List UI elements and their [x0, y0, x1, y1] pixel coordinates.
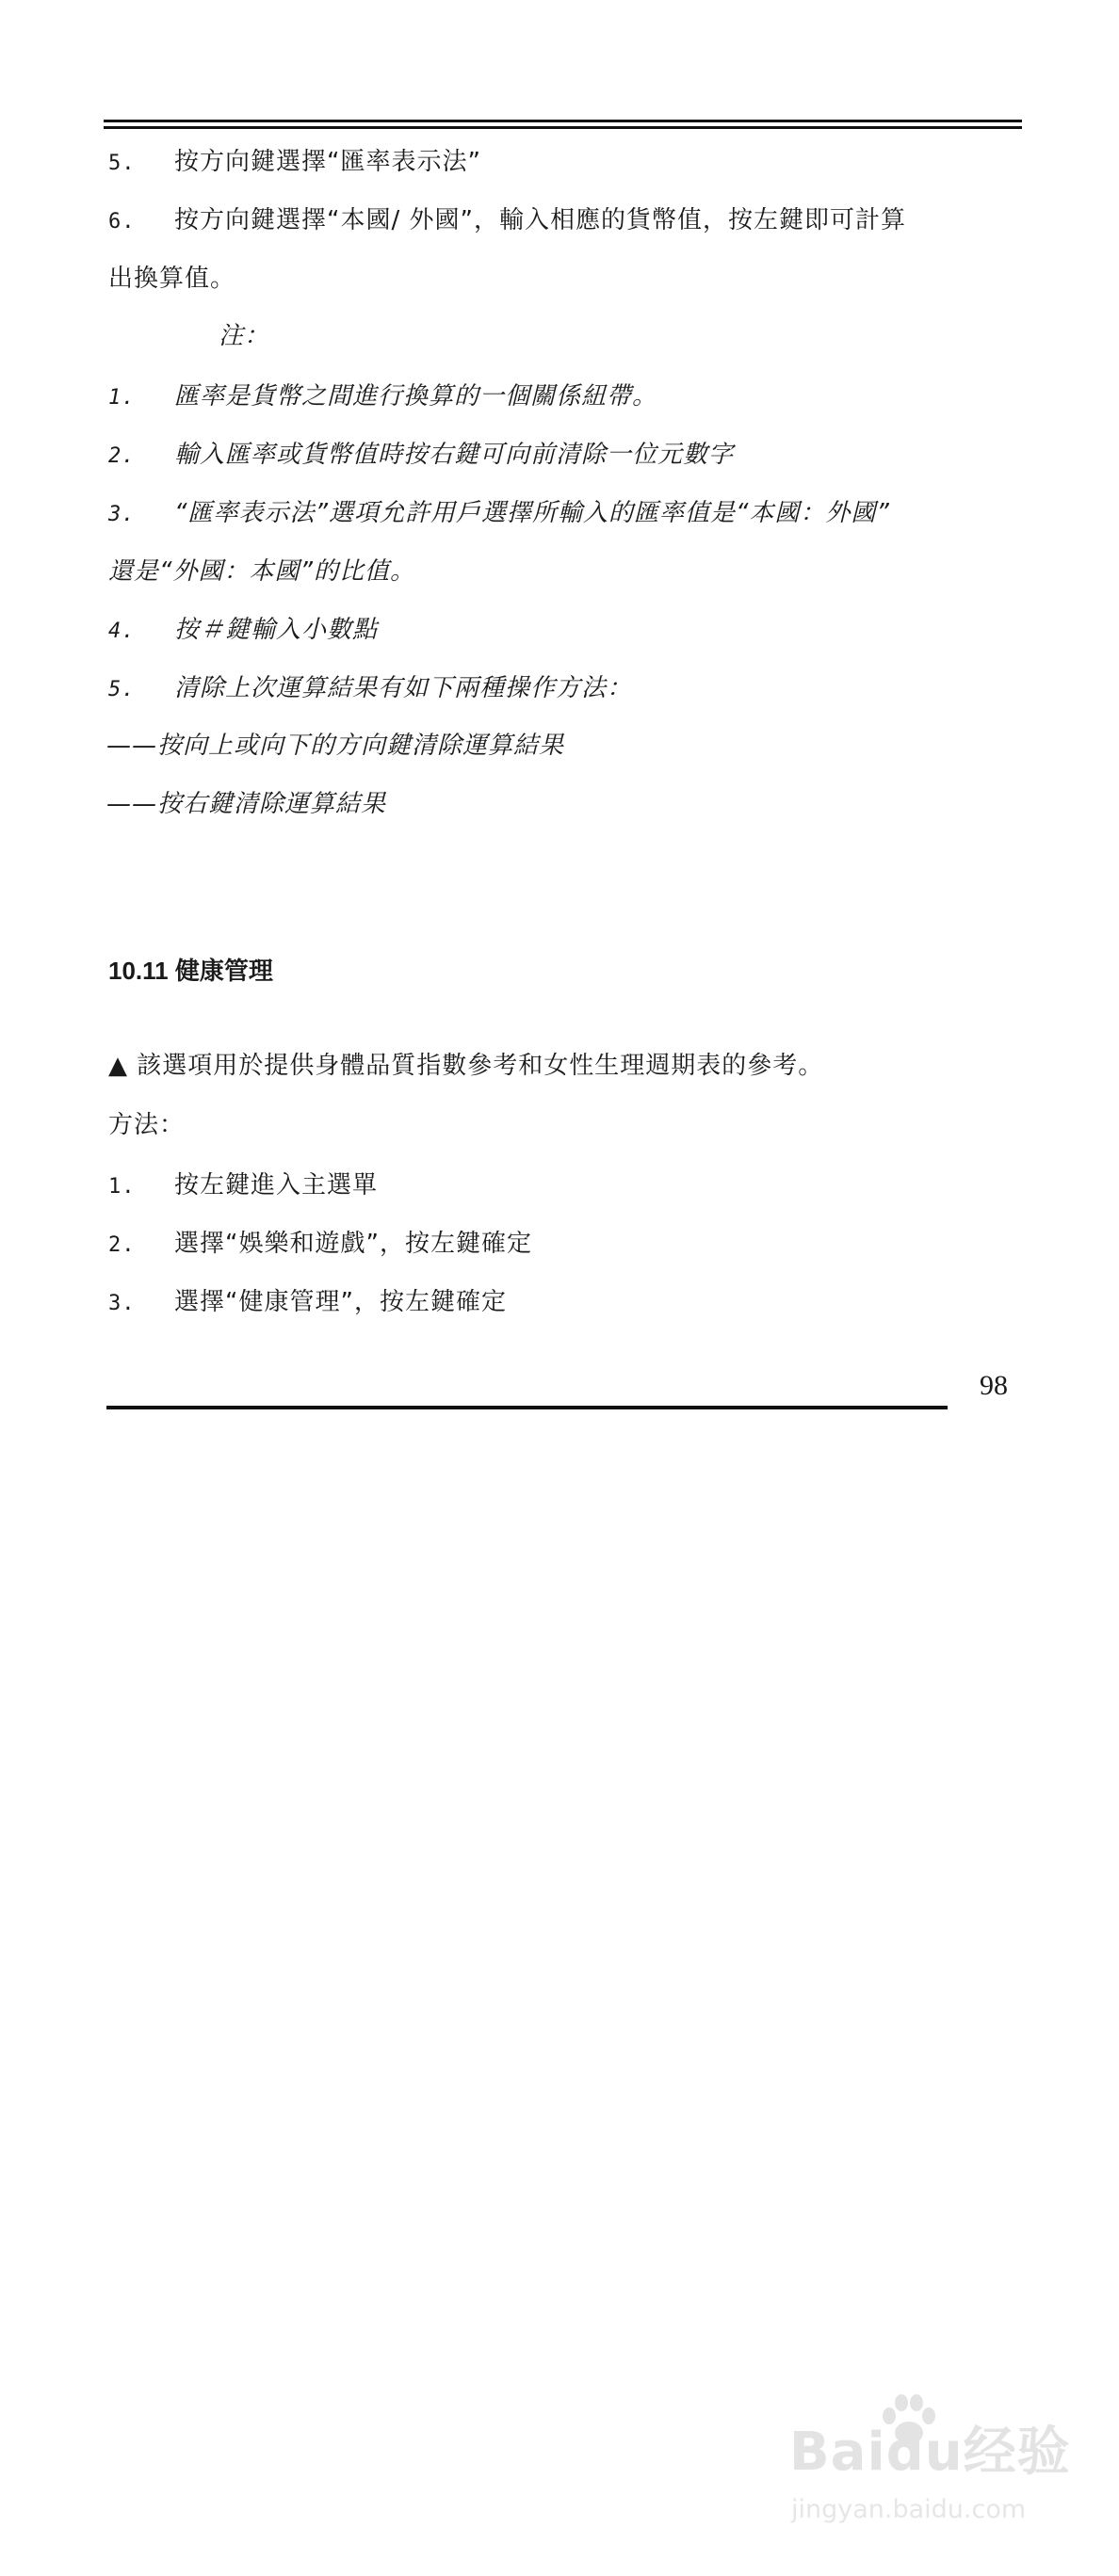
page-number: 98 — [980, 1370, 1008, 1401]
note-4 — [108, 614, 378, 648]
section-intro: ▲ 該選項用於提供身體品質指數參考和女性生理週期表的參考。 — [108, 1052, 824, 1080]
step-number: 6. — [108, 210, 136, 233]
note-number: 2. — [108, 444, 136, 468]
note-text: 清除上次運算結果有如下兩種操作方法： — [174, 674, 633, 702]
step-number: 5. — [108, 152, 136, 175]
note-3 — [108, 497, 890, 531]
step-number: 1. — [108, 1175, 136, 1199]
step-5-currency-display — [108, 146, 481, 180]
note-number: 5. — [108, 678, 136, 701]
note-5 — [108, 672, 632, 706]
section-step-3 — [108, 1286, 507, 1320]
step-number: 2. — [108, 1233, 136, 1257]
note-label: 注： — [219, 322, 270, 350]
step-text: 選擇“娛樂和遊戲”，按左鍵確定 — [174, 1230, 532, 1258]
note-text: 按＃鍵輸入小數點 — [174, 616, 379, 644]
note-number: 1. — [108, 386, 136, 410]
method-label: 方法： — [108, 1111, 186, 1139]
step-text: 選擇“健康管理”，按左鍵確定 — [174, 1288, 507, 1316]
step-text: 按方向鍵選擇“匯率表示法” — [174, 148, 481, 176]
step-number: 3. — [108, 1292, 136, 1315]
header-rule-bottom — [104, 126, 1022, 129]
header-rule-top — [104, 120, 1022, 122]
section-step-1 — [108, 1169, 378, 1203]
watermark-url: jingyan.baidu.com — [791, 2495, 1027, 2524]
clear-method-1: ——按向上或向下的方向鍵清除運算結果 — [106, 732, 565, 760]
note-number: 3. — [108, 503, 136, 526]
step-text: 按左鍵進入主選單 — [174, 1171, 379, 1199]
note-3-continuation: 還是“外國：本國”的比值。 — [108, 557, 415, 586]
watermark-logo: Baidu经验 — [789, 2422, 1071, 2483]
note-text: 匯率是貨幣之間進行換算的一個關係紐帶。 — [174, 382, 658, 411]
clear-method-2: ——按右鍵清除運算結果 — [106, 790, 387, 818]
note-text: 輸入匯率或貨幣值時按右鍵可向前清除一位元數字 — [174, 441, 735, 469]
step-text: 按方向鍵選擇“本國/ 外國”，輸入相應的貨幣值，按左鍵即可計算 — [174, 206, 906, 234]
note-number: 4. — [108, 620, 136, 643]
note-text: “匯率表示法”選項允許用戶選擇所輸入的匯率值是“本國：外國” — [174, 499, 890, 527]
baidu-watermark — [789, 2391, 1071, 2552]
step-6-enter-value — [108, 204, 906, 238]
footer-rule — [106, 1406, 948, 1409]
note-1 — [108, 380, 657, 414]
note-2 — [108, 439, 734, 473]
section-heading: 10.11 健康管理 — [108, 957, 273, 985]
section-step-2 — [108, 1228, 532, 1262]
step-6-continuation: 出換算值。 — [108, 265, 236, 293]
